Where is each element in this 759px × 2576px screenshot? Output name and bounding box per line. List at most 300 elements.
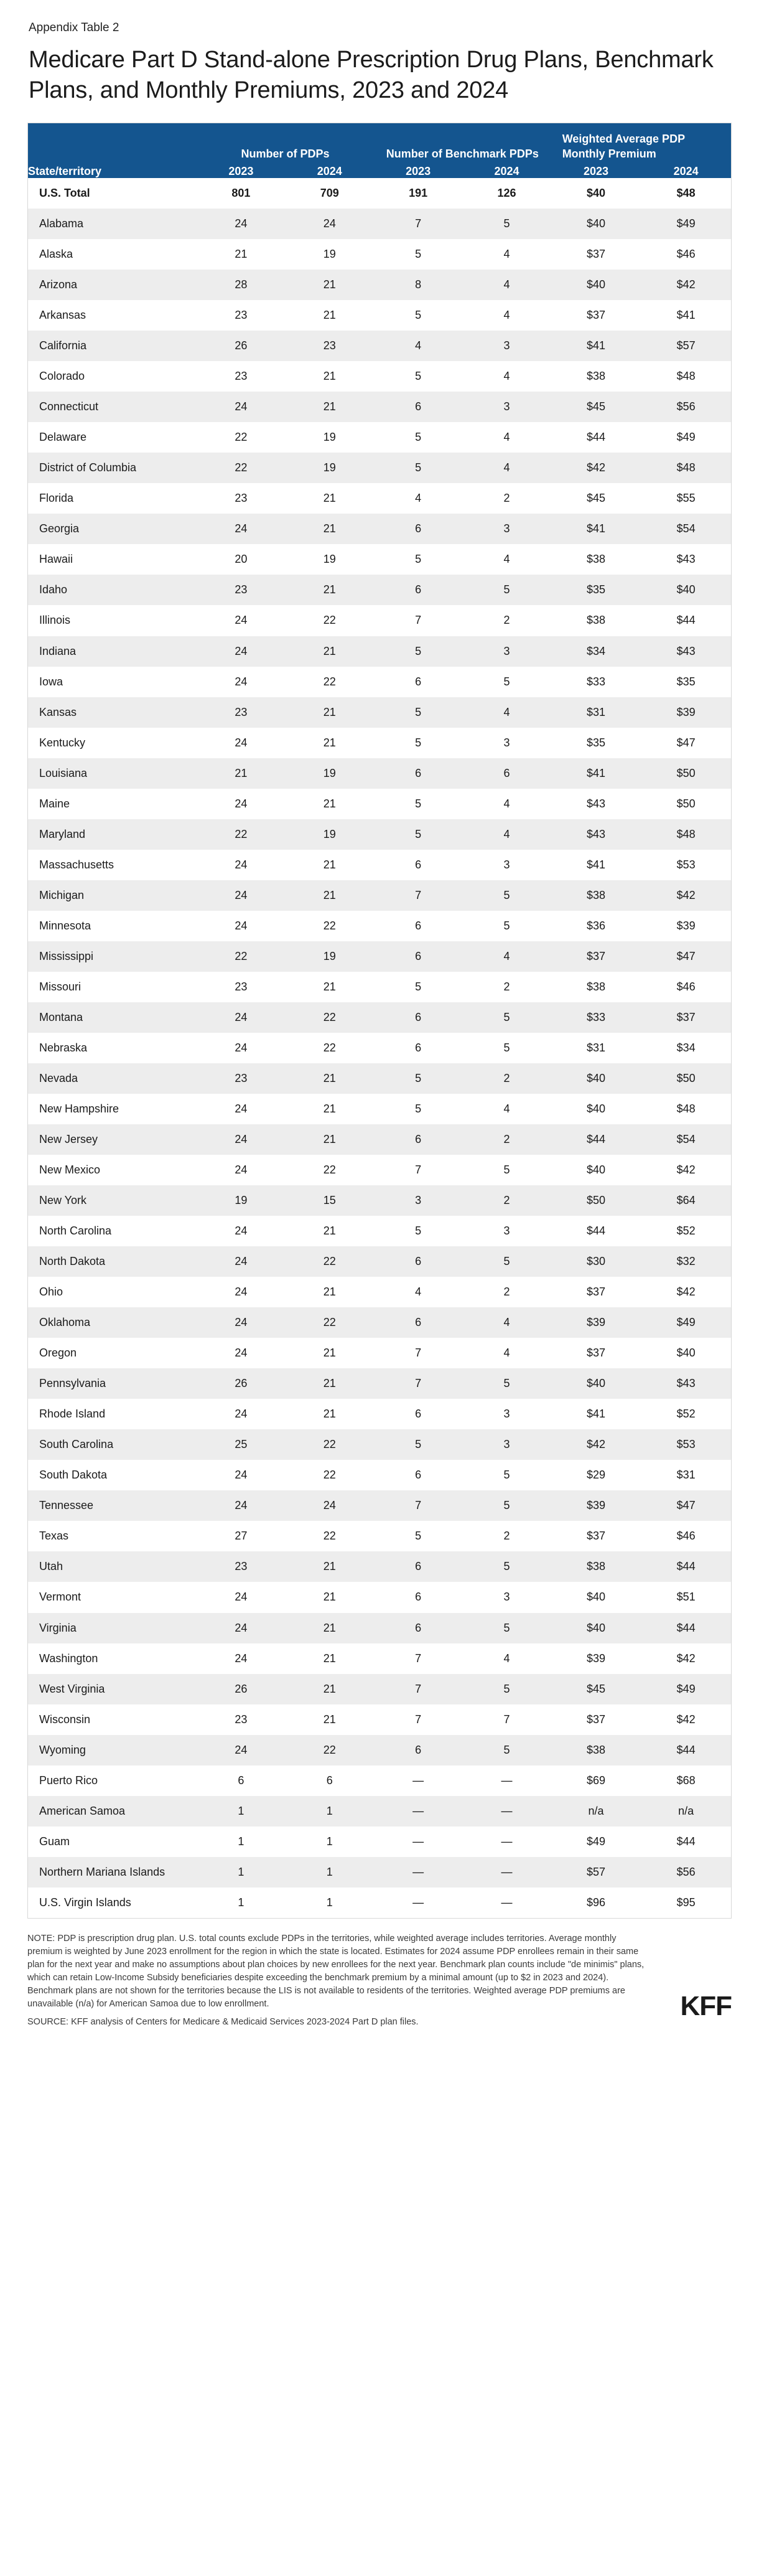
- cell-pdps-2024: 22: [286, 1307, 374, 1338]
- cell-pdps-2024: 23: [286, 331, 374, 361]
- cell-premium-2023: $57: [551, 1857, 641, 1887]
- cell-pdps-2023: 23: [197, 1704, 285, 1735]
- cell-pdps-2023: 24: [197, 1582, 285, 1612]
- table-row: [28, 1826, 731, 1857]
- table-row: [28, 331, 731, 361]
- cell-pdps-2023: 21: [197, 758, 285, 789]
- cell-benchmark-2024: 4: [462, 239, 551, 270]
- cell-benchmark-2024: 3: [462, 331, 551, 361]
- column-header-state: State/territory: [28, 165, 197, 178]
- table-row: [28, 789, 731, 819]
- cell-premium-2023: $36: [551, 911, 641, 941]
- cell-benchmark-2024: 2: [462, 1063, 551, 1094]
- column-header-pdps-2023: 2023: [197, 165, 285, 178]
- cell-premium-2023: $42: [551, 1429, 641, 1460]
- cell-benchmark-2023: 4: [374, 1277, 462, 1307]
- column-header-benchmark-2023: 2023: [374, 165, 462, 178]
- cell-pdps-2023: 801: [197, 178, 285, 209]
- cell-premium-2023: $69: [551, 1765, 641, 1796]
- cell-premium-2023: $30: [551, 1246, 641, 1277]
- cell-benchmark-2023: 6: [374, 1551, 462, 1582]
- cell-pdps-2024: 21: [286, 789, 374, 819]
- cell-benchmark-2023: 7: [374, 605, 462, 636]
- page-title: Medicare Part D Stand-alone Prescription Drug Plans, Benchmark Plans, and Monthly Premiums, 2023 and 2024: [29, 47, 714, 103]
- table-row: [28, 1216, 731, 1246]
- cell-benchmark-2024: 5: [462, 209, 551, 239]
- cell-premium-2023: $41: [551, 1399, 641, 1429]
- cell-premium-2024: $51: [641, 1582, 731, 1612]
- cell-pdps-2023: 22: [197, 422, 285, 453]
- cell-premium-2024: $49: [641, 1674, 731, 1704]
- group-header-weighted-average-premium: Weighted Average PDP Monthly Premium: [551, 123, 731, 165]
- table-row: [28, 728, 731, 758]
- cell-premium-2023: $41: [551, 331, 641, 361]
- appendix-label: Appendix Table 2: [29, 21, 119, 34]
- cell-pdps-2024: 19: [286, 941, 374, 972]
- cell-pdps-2024: 1: [286, 1826, 374, 1857]
- cell-benchmark-2023: 7: [374, 1643, 462, 1674]
- cell-premium-2023: $44: [551, 1216, 641, 1246]
- cell-benchmark-2023: 7: [374, 1368, 462, 1399]
- cell-premium-2024: $56: [641, 392, 731, 422]
- cell-state: North Dakota: [28, 1246, 197, 1277]
- table-row: [28, 636, 731, 667]
- cell-pdps-2024: 21: [286, 1338, 374, 1368]
- cell-benchmark-2024: 5: [462, 1735, 551, 1765]
- cell-benchmark-2023: 7: [374, 1674, 462, 1704]
- cell-premium-2023: $40: [551, 1582, 641, 1612]
- cell-premium-2023: $37: [551, 1704, 641, 1735]
- cell-state: Illinois: [28, 605, 197, 636]
- cell-pdps-2024: 19: [286, 758, 374, 789]
- cell-state: Connecticut: [28, 392, 197, 422]
- cell-benchmark-2023: 6: [374, 1033, 462, 1063]
- cell-benchmark-2023: 5: [374, 819, 462, 850]
- cell-pdps-2023: 24: [197, 1399, 285, 1429]
- cell-premium-2024: $50: [641, 758, 731, 789]
- cell-premium-2024: $42: [641, 1704, 731, 1735]
- cell-state: Missouri: [28, 972, 197, 1002]
- cell-premium-2024: $43: [641, 1368, 731, 1399]
- cell-state: Montana: [28, 1002, 197, 1033]
- cell-pdps-2023: 24: [197, 911, 285, 941]
- cell-pdps-2024: 21: [286, 1094, 374, 1124]
- cell-pdps-2023: 23: [197, 697, 285, 728]
- cell-pdps-2024: 21: [286, 728, 374, 758]
- cell-premium-2024: $42: [641, 880, 731, 911]
- cell-benchmark-2024: 4: [462, 1338, 551, 1368]
- cell-benchmark-2024: 5: [462, 911, 551, 941]
- cell-premium-2024: $35: [641, 667, 731, 697]
- cell-premium-2023: $40: [551, 1155, 641, 1185]
- cell-benchmark-2023: 6: [374, 1246, 462, 1277]
- cell-state: North Carolina: [28, 1216, 197, 1246]
- cell-pdps-2024: 21: [286, 392, 374, 422]
- cell-premium-2024: $44: [641, 1613, 731, 1643]
- cell-pdps-2023: 24: [197, 1490, 285, 1521]
- table-row: [28, 209, 731, 239]
- cell-benchmark-2024: 7: [462, 1704, 551, 1735]
- cell-state: U.S. Virgin Islands: [28, 1887, 197, 1918]
- cell-benchmark-2024: —: [462, 1826, 551, 1857]
- cell-benchmark-2024: 4: [462, 789, 551, 819]
- cell-pdps-2024: 1: [286, 1857, 374, 1887]
- cell-premium-2023: $38: [551, 544, 641, 575]
- cell-benchmark-2024: 5: [462, 1246, 551, 1277]
- cell-benchmark-2024: 2: [462, 1521, 551, 1551]
- cell-state: Pennsylvania: [28, 1368, 197, 1399]
- cell-premium-2024: $48: [641, 361, 731, 392]
- cell-benchmark-2023: —: [374, 1826, 462, 1857]
- cell-pdps-2023: 24: [197, 880, 285, 911]
- table-row: [28, 819, 731, 850]
- cell-state: South Carolina: [28, 1429, 197, 1460]
- table-row: [28, 758, 731, 789]
- cell-pdps-2024: 21: [286, 1674, 374, 1704]
- cell-state: Maryland: [28, 819, 197, 850]
- cell-pdps-2024: 21: [286, 1399, 374, 1429]
- table-row: [28, 605, 731, 636]
- table-row: [28, 1582, 731, 1612]
- cell-pdps-2023: 24: [197, 1277, 285, 1307]
- cell-premium-2024: $49: [641, 209, 731, 239]
- cell-benchmark-2024: 4: [462, 1643, 551, 1674]
- cell-premium-2024: $48: [641, 453, 731, 483]
- cell-state: U.S. Total: [28, 178, 197, 209]
- cell-benchmark-2024: 3: [462, 850, 551, 880]
- cell-state: Alabama: [28, 209, 197, 239]
- cell-premium-2024: $48: [641, 178, 731, 209]
- cell-state: Massachusetts: [28, 850, 197, 880]
- cell-benchmark-2024: 2: [462, 972, 551, 1002]
- cell-state: Kansas: [28, 697, 197, 728]
- cell-premium-2024: $49: [641, 1307, 731, 1338]
- cell-state: Arkansas: [28, 300, 197, 331]
- cell-state: Indiana: [28, 636, 197, 667]
- cell-benchmark-2024: 4: [462, 270, 551, 300]
- cell-pdps-2023: 1: [197, 1796, 285, 1826]
- cell-pdps-2023: 26: [197, 1674, 285, 1704]
- table-row: [28, 1307, 731, 1338]
- cell-benchmark-2023: 7: [374, 1490, 462, 1521]
- cell-benchmark-2024: 5: [462, 1674, 551, 1704]
- cell-pdps-2024: 21: [286, 361, 374, 392]
- cell-benchmark-2023: 5: [374, 300, 462, 331]
- cell-premium-2023: $96: [551, 1887, 641, 1918]
- cell-benchmark-2024: 3: [462, 728, 551, 758]
- cell-premium-2024: $37: [641, 1002, 731, 1033]
- cell-state: Alaska: [28, 239, 197, 270]
- cell-benchmark-2023: 5: [374, 453, 462, 483]
- cell-premium-2023: $33: [551, 667, 641, 697]
- table-row: [28, 422, 731, 453]
- cell-benchmark-2023: —: [374, 1765, 462, 1796]
- cell-state: Georgia: [28, 514, 197, 544]
- cell-benchmark-2024: 5: [462, 1033, 551, 1063]
- table-row: [28, 544, 731, 575]
- cell-premium-2024: $54: [641, 1124, 731, 1155]
- cell-premium-2023: $45: [551, 392, 641, 422]
- cell-premium-2023: $38: [551, 605, 641, 636]
- cell-premium-2023: $40: [551, 270, 641, 300]
- cell-premium-2023: $41: [551, 850, 641, 880]
- cell-pdps-2023: 24: [197, 1155, 285, 1185]
- cell-state: Nebraska: [28, 1033, 197, 1063]
- cell-pdps-2024: 22: [286, 667, 374, 697]
- cell-pdps-2024: 21: [286, 1277, 374, 1307]
- cell-premium-2023: $41: [551, 758, 641, 789]
- cell-premium-2024: $42: [641, 1643, 731, 1674]
- cell-pdps-2023: 24: [197, 1033, 285, 1063]
- cell-benchmark-2023: 7: [374, 209, 462, 239]
- cell-pdps-2023: 23: [197, 972, 285, 1002]
- cell-state: Tennessee: [28, 1490, 197, 1521]
- table-row: [28, 300, 731, 331]
- cell-benchmark-2023: 4: [374, 483, 462, 514]
- cell-pdps-2023: 24: [197, 514, 285, 544]
- cell-premium-2023: $29: [551, 1460, 641, 1490]
- header-spacer: [28, 123, 197, 165]
- cell-pdps-2024: 19: [286, 544, 374, 575]
- source-text: SOURCE: KFF analysis of Centers for Medicare & Medicaid Services 2023-2024 Part D plan files.: [27, 2016, 419, 2027]
- cell-benchmark-2024: 3: [462, 514, 551, 544]
- cell-premium-2023: $39: [551, 1307, 641, 1338]
- cell-premium-2023: $37: [551, 1521, 641, 1551]
- cell-premium-2024: $39: [641, 697, 731, 728]
- cell-premium-2023: $35: [551, 575, 641, 605]
- cell-pdps-2024: 24: [286, 1490, 374, 1521]
- cell-pdps-2024: 21: [286, 972, 374, 1002]
- cell-premium-2024: $44: [641, 605, 731, 636]
- cell-pdps-2023: 24: [197, 392, 285, 422]
- table-row: [28, 1063, 731, 1094]
- cell-pdps-2024: 19: [286, 819, 374, 850]
- cell-pdps-2023: 24: [197, 1124, 285, 1155]
- cell-pdps-2023: 24: [197, 789, 285, 819]
- cell-premium-2024: $46: [641, 1521, 731, 1551]
- table-row: [28, 1765, 731, 1796]
- cell-premium-2024: $42: [641, 270, 731, 300]
- table-row: [28, 1277, 731, 1307]
- table-row: [28, 361, 731, 392]
- table-row: [28, 1002, 731, 1033]
- cell-premium-2023: $35: [551, 728, 641, 758]
- cell-benchmark-2024: —: [462, 1857, 551, 1887]
- column-header-premium-2024: 2024: [641, 165, 731, 178]
- cell-benchmark-2023: 6: [374, 941, 462, 972]
- cell-benchmark-2024: 4: [462, 1307, 551, 1338]
- cell-benchmark-2024: 5: [462, 1368, 551, 1399]
- footer-notes: [27, 1932, 732, 2029]
- cell-premium-2024: $34: [641, 1033, 731, 1063]
- cell-pdps-2024: 22: [286, 1429, 374, 1460]
- cell-benchmark-2023: —: [374, 1857, 462, 1887]
- pdp-table: [28, 123, 731, 1918]
- cell-premium-2023: $45: [551, 483, 641, 514]
- table-row: [28, 1796, 731, 1826]
- cell-pdps-2023: 24: [197, 1094, 285, 1124]
- cell-benchmark-2023: 7: [374, 1155, 462, 1185]
- cell-benchmark-2023: 6: [374, 911, 462, 941]
- cell-premium-2024: $44: [641, 1551, 731, 1582]
- cell-pdps-2023: 1: [197, 1887, 285, 1918]
- cell-pdps-2024: 15: [286, 1185, 374, 1216]
- cell-pdps-2024: 21: [286, 1063, 374, 1094]
- cell-premium-2023: $34: [551, 636, 641, 667]
- cell-state: Iowa: [28, 667, 197, 697]
- cell-benchmark-2023: 6: [374, 514, 462, 544]
- cell-pdps-2024: 21: [286, 636, 374, 667]
- cell-state: Northern Mariana Islands: [28, 1857, 197, 1887]
- cell-premium-2023: $38: [551, 1551, 641, 1582]
- cell-pdps-2024: 22: [286, 1735, 374, 1765]
- cell-benchmark-2023: 7: [374, 1338, 462, 1368]
- cell-pdps-2024: 21: [286, 1582, 374, 1612]
- cell-premium-2023: $40: [551, 1613, 641, 1643]
- cell-benchmark-2023: 6: [374, 1399, 462, 1429]
- cell-pdps-2024: 21: [286, 1704, 374, 1735]
- table-row: [28, 1155, 731, 1185]
- table-row: [28, 178, 731, 209]
- cell-pdps-2024: 22: [286, 1033, 374, 1063]
- cell-state: Oklahoma: [28, 1307, 197, 1338]
- cell-benchmark-2023: 3: [374, 1185, 462, 1216]
- cell-pdps-2024: 21: [286, 1124, 374, 1155]
- cell-pdps-2023: 1: [197, 1857, 285, 1887]
- cell-premium-2024: $39: [641, 911, 731, 941]
- cell-benchmark-2024: 4: [462, 941, 551, 972]
- cell-pdps-2023: 22: [197, 453, 285, 483]
- table-row: [28, 1887, 731, 1918]
- table-row: [28, 239, 731, 270]
- cell-pdps-2023: 19: [197, 1185, 285, 1216]
- cell-pdps-2024: 21: [286, 300, 374, 331]
- cell-benchmark-2024: 4: [462, 422, 551, 453]
- kff-logo: KFF: [680, 1991, 732, 2022]
- cell-pdps-2024: 21: [286, 1551, 374, 1582]
- cell-state: California: [28, 331, 197, 361]
- cell-premium-2024: $42: [641, 1155, 731, 1185]
- cell-pdps-2024: 21: [286, 514, 374, 544]
- cell-premium-2023: $31: [551, 1033, 641, 1063]
- cell-premium-2024: $47: [641, 728, 731, 758]
- cell-benchmark-2024: 6: [462, 758, 551, 789]
- cell-premium-2024: $57: [641, 331, 731, 361]
- table-row: [28, 911, 731, 941]
- cell-state: Idaho: [28, 575, 197, 605]
- cell-benchmark-2023: 5: [374, 422, 462, 453]
- cell-premium-2024: $40: [641, 575, 731, 605]
- header-row-groups: [28, 123, 731, 165]
- cell-state: Ohio: [28, 1277, 197, 1307]
- cell-benchmark-2023: 6: [374, 667, 462, 697]
- cell-pdps-2023: 24: [197, 605, 285, 636]
- cell-benchmark-2023: 6: [374, 1460, 462, 1490]
- cell-benchmark-2023: 5: [374, 1063, 462, 1094]
- cell-premium-2024: $68: [641, 1765, 731, 1796]
- cell-premium-2024: $44: [641, 1826, 731, 1857]
- cell-pdps-2023: 25: [197, 1429, 285, 1460]
- cell-benchmark-2024: —: [462, 1796, 551, 1826]
- cell-premium-2023: $38: [551, 880, 641, 911]
- column-header-premium-2023: 2023: [551, 165, 641, 178]
- cell-premium-2024: $55: [641, 483, 731, 514]
- cell-pdps-2024: 21: [286, 483, 374, 514]
- cell-state: Nevada: [28, 1063, 197, 1094]
- cell-pdps-2023: 22: [197, 819, 285, 850]
- cell-benchmark-2023: 5: [374, 361, 462, 392]
- cell-premium-2024: $52: [641, 1399, 731, 1429]
- cell-premium-2023: $43: [551, 819, 641, 850]
- cell-benchmark-2024: 5: [462, 1490, 551, 1521]
- cell-state: Florida: [28, 483, 197, 514]
- cell-pdps-2023: 24: [197, 636, 285, 667]
- cell-pdps-2024: 21: [286, 270, 374, 300]
- cell-pdps-2024: 1: [286, 1796, 374, 1826]
- cell-benchmark-2023: —: [374, 1796, 462, 1826]
- cell-premium-2023: $38: [551, 1735, 641, 1765]
- cell-benchmark-2024: 2: [462, 605, 551, 636]
- cell-premium-2024: $40: [641, 1338, 731, 1368]
- cell-benchmark-2024: 5: [462, 1460, 551, 1490]
- cell-premium-2023: $37: [551, 941, 641, 972]
- cell-pdps-2023: 24: [197, 1216, 285, 1246]
- cell-premium-2023: $38: [551, 361, 641, 392]
- cell-pdps-2024: 22: [286, 1521, 374, 1551]
- cell-premium-2023: $31: [551, 697, 641, 728]
- cell-pdps-2023: 24: [197, 209, 285, 239]
- cell-benchmark-2024: 3: [462, 636, 551, 667]
- cell-benchmark-2023: 5: [374, 239, 462, 270]
- cell-premium-2024: $48: [641, 1094, 731, 1124]
- cell-premium-2024: $48: [641, 819, 731, 850]
- cell-pdps-2024: 22: [286, 1460, 374, 1490]
- cell-premium-2023: $40: [551, 178, 641, 209]
- cell-benchmark-2024: —: [462, 1887, 551, 1918]
- table-row: [28, 1613, 731, 1643]
- cell-state: New Mexico: [28, 1155, 197, 1185]
- cell-state: New York: [28, 1185, 197, 1216]
- table-row: [28, 1033, 731, 1063]
- cell-state: Wisconsin: [28, 1704, 197, 1735]
- cell-pdps-2023: 24: [197, 1307, 285, 1338]
- cell-premium-2024: $95: [641, 1887, 731, 1918]
- cell-benchmark-2023: 5: [374, 1521, 462, 1551]
- table-row: [28, 1643, 731, 1674]
- cell-premium-2023: $43: [551, 789, 641, 819]
- cell-benchmark-2023: 5: [374, 636, 462, 667]
- cell-state: American Samoa: [28, 1796, 197, 1826]
- cell-pdps-2023: 24: [197, 1643, 285, 1674]
- cell-benchmark-2023: 5: [374, 1216, 462, 1246]
- cell-premium-2023: n/a: [551, 1796, 641, 1826]
- cell-benchmark-2024: 5: [462, 880, 551, 911]
- table-row: [28, 483, 731, 514]
- cell-state: West Virginia: [28, 1674, 197, 1704]
- cell-premium-2023: $49: [551, 1826, 641, 1857]
- table-row: [28, 1368, 731, 1399]
- cell-premium-2024: $50: [641, 1063, 731, 1094]
- cell-pdps-2024: 19: [286, 239, 374, 270]
- cell-pdps-2023: 26: [197, 331, 285, 361]
- table-row: [28, 1460, 731, 1490]
- cell-benchmark-2024: 3: [462, 1582, 551, 1612]
- cell-pdps-2024: 24: [286, 209, 374, 239]
- cell-premium-2024: $47: [641, 941, 731, 972]
- cell-premium-2023: $37: [551, 1338, 641, 1368]
- cell-benchmark-2024: 2: [462, 1277, 551, 1307]
- cell-premium-2024: $44: [641, 1735, 731, 1765]
